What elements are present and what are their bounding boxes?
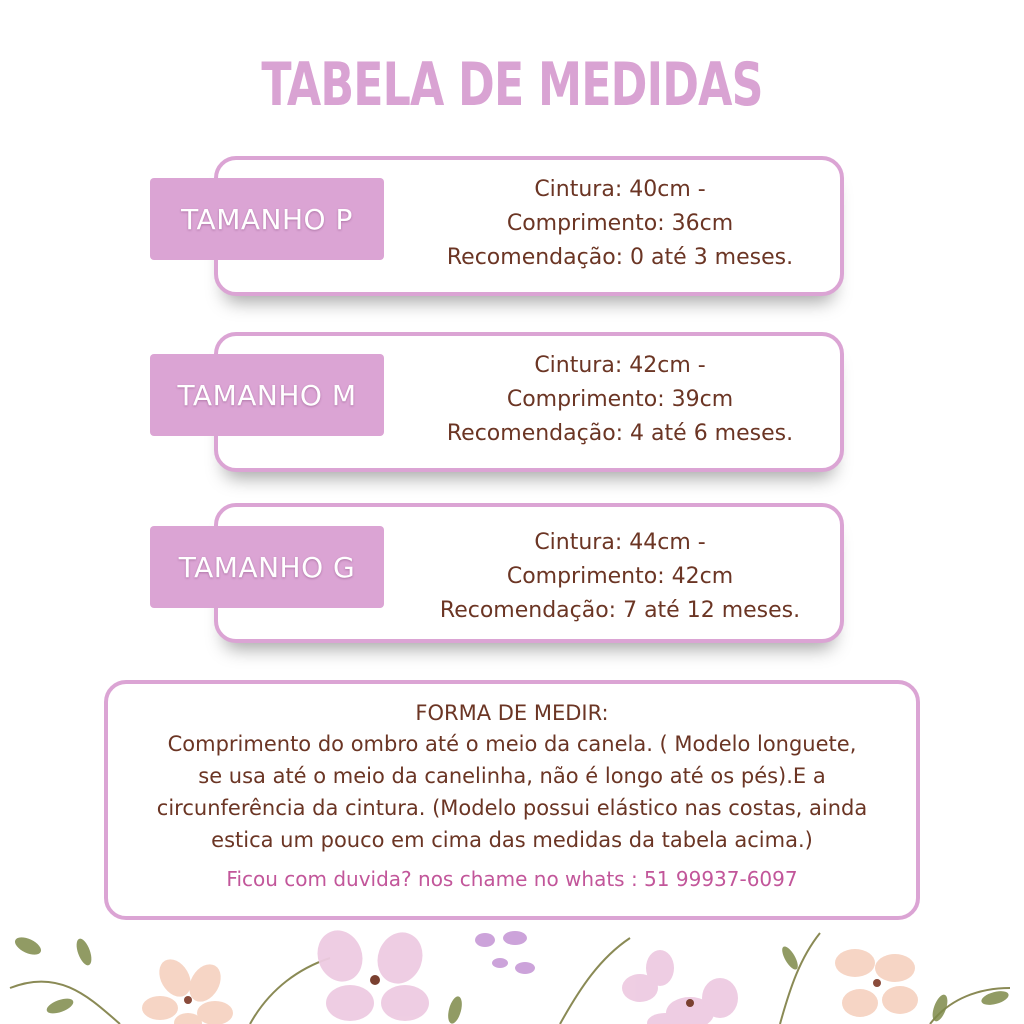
size-tag-m: TAMANHO M <box>150 354 384 436</box>
how-to-measure-line: se usa até o meio da canelinha, não é longo até os pés).E a <box>198 764 826 788</box>
recommendation-text: Recomendação: 7 até 12 meses. <box>439 598 801 623</box>
length-text: Comprimento: 39cm <box>506 387 734 412</box>
size-card-p-text <box>395 173 845 275</box>
recommendation-text: Recomendação: 4 até 6 meses. <box>446 421 794 446</box>
how-to-measure-line: Comprimento do ombro até o meio da canela. ( Modelo longuete, <box>167 732 857 756</box>
watercolor-flowers-decoration <box>0 928 1024 1024</box>
page-title: TABELA DE MEDIDAS <box>261 50 763 120</box>
size-card-m-text <box>395 349 845 451</box>
waist-text: Cintura: 40cm - <box>534 177 706 202</box>
how-to-measure-heading: FORMA DE MEDIR: <box>415 701 609 725</box>
size-tag-p: TAMANHO P <box>150 178 384 260</box>
length-text: Comprimento: 42cm <box>506 564 734 589</box>
how-to-measure-line: circunferência da cintura. (Modelo possui elástico nas costas, ainda <box>156 796 868 820</box>
waist-text: Cintura: 42cm - <box>534 353 706 378</box>
how-to-measure-line: estica um pouco em cima das medidas da tabela acima.) <box>211 828 813 852</box>
size-tag-g: TAMANHO G <box>150 526 384 608</box>
how-to-measure-text <box>108 728 916 856</box>
size-card-g-text <box>395 526 845 628</box>
length-text: Comprimento: 36cm <box>506 211 734 236</box>
whatsapp-contact: Ficou com duvida? nos chame no whats : 51 99937-6097 <box>226 867 798 891</box>
waist-text: Cintura: 44cm - <box>534 530 706 555</box>
how-to-measure-box <box>104 680 920 920</box>
recommendation-text: Recomendação: 0 até 3 meses. <box>446 245 794 270</box>
